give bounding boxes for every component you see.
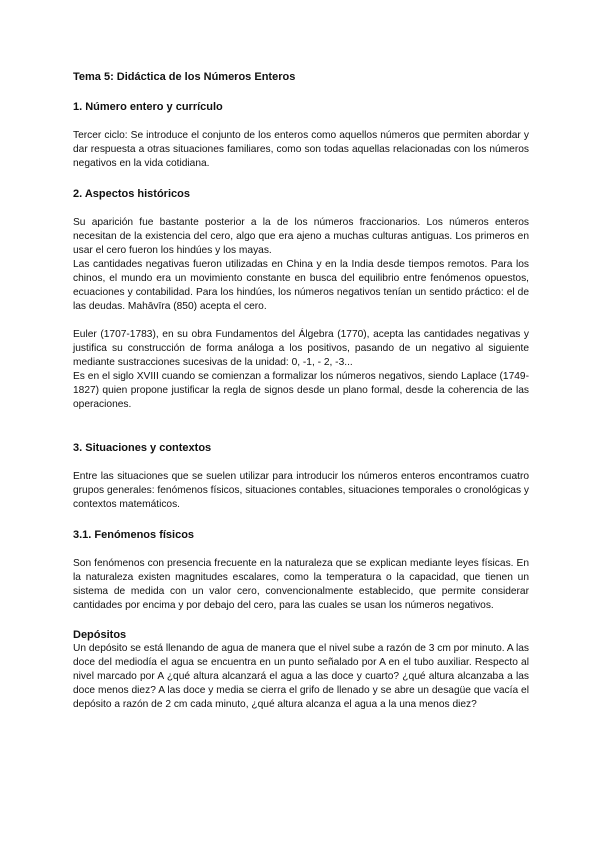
- section-2-paragraph-2: Las cantidades negativas fueron utilizadas en China y en la India desde tiempos remotos. Para los chinos, el mundo era un movimiento constante en busca del equilibrio entre fenómenos opuestos, ecuaciones y contabilidad. Para los hindúes, los números negativos tenían un sentido práctico: el de las deudas. Mahāvīra (850) acepta el cero.: [73, 259, 529, 312]
- depositos-paragraph: Un depósito se está llenando de agua de manera que el nivel sube a razón de 3 cm por minuto. A las doce del mediodía el agua se encuentra en un punto señalado por A en el tubo auxiliar. Respecto al nivel marcado por A ¿qué altura alcanzará el agua a las doce y cuarto? ¿qué altura alcanzaba a las doce menos diez? A las doce y media se cierra el grifo de llenado y se abre un desagüe que vacía el depósito a razón de 2 cm cada minuto, ¿qué altura alcanza el agua a la una menos diez?: [73, 643, 529, 710]
- depositos-heading: Depósitos: [73, 629, 127, 641]
- section-2-heading: 2. Aspectos históricos: [73, 188, 190, 200]
- section-3-heading: 3. Situaciones y contextos: [73, 442, 212, 454]
- section-2-paragraph-1: Su aparición fue bastante posterior a la de los números fraccionarios. Los números enteros necesitan de la existencia del cero, algo que era ajeno a muchas culturas antiguas. Los primeros en usar el cero fueron los hindúes y los mayas.: [73, 217, 529, 256]
- section-2-paragraph-4: Es en el siglo XVIII cuando se comienzan a formalizar los números negativos, siendo Laplace (1749-1827) quien propone justificar la regla de signos desde un plano formal, desde la coherencia de las operaciones.: [73, 371, 529, 410]
- section-3-1-paragraph: Son fenómenos con presencia frecuente en la naturaleza que se explican mediante leyes físicas. En la naturaleza existen magnitudes escalares, como la temperatura o la capacidad, que tienen un sistema de medida con un valor cero, convencionalmente establecido, que permite considerar cantidades por encima y por debajo del cero, para las cuales se usan los números negativos.: [73, 558, 529, 611]
- document-page: [73, 70, 529, 712]
- section-1-heading: 1. Número entero y currículo: [73, 101, 223, 113]
- section-1-paragraph: Tercer ciclo: Se introduce el conjunto de los enteros como aquellos números que permiten abordar y dar respuesta a otras situaciones familiares, como son todas aquellas relacionadas con los números negativos en la vida cotidiana.: [73, 130, 529, 169]
- section-3-1-heading: 3.1. Fenómenos físicos: [73, 529, 195, 541]
- section-3-paragraph: Entre las situaciones que se suelen utilizar para introducir los números enteros encontramos cuatro grupos generales: fenómenos físicos, situaciones contables, situaciones temporales o cronológicas y contextos matemáticos.: [73, 471, 529, 510]
- document-title: Tema 5: Didáctica de los Números Enteros: [73, 71, 296, 83]
- section-2-paragraph-3: Euler (1707-1783), en su obra Fundamentos del Álgebra (1770), acepta las cantidades negativas y justifica su construcción de forma análoga a los positivos, pasando de un negativo al siguiente mediante sustracciones sucesivas de la unidad: 0, -1, - 2, -3...: [73, 329, 529, 368]
